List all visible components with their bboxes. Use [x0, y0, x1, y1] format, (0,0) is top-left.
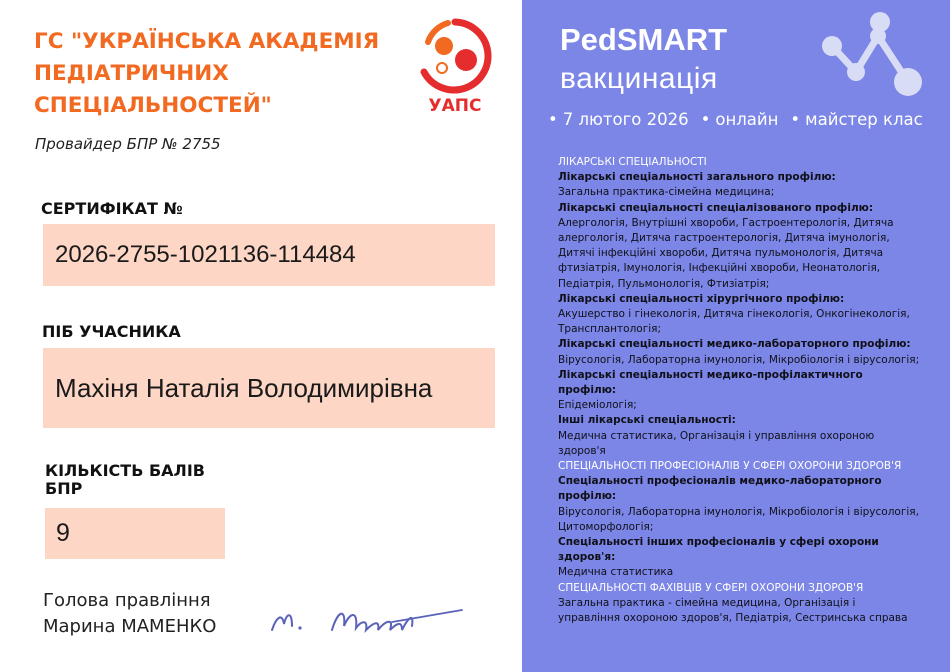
specialty-text: Загальна практика-сімейна медицина; — [558, 186, 775, 199]
participant-name-label: ПІБ УЧАСНИКА — [42, 322, 181, 341]
specialty-section-heading: СПЕЦІАЛЬНОСТІ ПРОФЕСІОНАЛІВ У СФЕРІ ОХОРОНИ ЗДОРОВ'Я — [558, 460, 902, 473]
specialty-section-heading: СПЕЦІАЛЬНОСТІ ФАХІВЦІВ У СФЕРІ ОХОРОНИ ЗДОРОВ'Я — [558, 581, 864, 594]
specialty-text: Епідеміологія; — [558, 399, 637, 412]
event-date: • 7 лютого 2026 — [548, 110, 689, 129]
specialty-group-heading: Інші лікарські спеціальності: — [558, 414, 736, 427]
signer-block — [43, 588, 216, 640]
specialty-section-heading: ЛІКАРСЬКІ СПЕЦІАЛЬНОСТІ — [558, 156, 707, 168]
event-brand: PedSMART — [560, 22, 728, 57]
specialty-text: Медична статистика, Організація і управління охороною здоров'я — [558, 429, 875, 457]
specialty-group-heading: Лікарські спеціальності медико-профілактичного профілю: — [558, 368, 863, 397]
specialty-text: Загальна практика - сімейна медицина, Організація і управління охороною здоров'я, Педіатрія, Сестринська справа — [558, 596, 908, 625]
specialty-text: Медична статистика — [558, 566, 674, 579]
specialty-group-heading: Лікарські спеціальності медико-лабораторного профілю: — [558, 338, 911, 351]
bullet-icon: • — [790, 110, 801, 129]
logo-emblem-icon — [414, 16, 496, 96]
specialty-text: Вірусологія, Лабораторна імунологія, Мікробіологія і вірусологія; — [558, 353, 920, 366]
molecule-icon — [812, 10, 922, 110]
handwritten-signature — [262, 590, 472, 646]
signer-name: Марина МАМЕНКО — [43, 616, 217, 637]
specialty-text: Акушерство і гінекологія, Дитяча гінекологія, Онкогінекологія, Трансплантологія; — [558, 308, 910, 336]
points-value: 9 — [45, 508, 225, 559]
specialty-group-heading: Лікарські спеціальності загального профілю: — [558, 171, 836, 184]
uaps-logo — [414, 16, 496, 118]
certificate-number-value: 2026-2755-1021136-114484 — [43, 224, 495, 286]
bullet-icon: • — [548, 110, 558, 129]
specialties-list — [558, 155, 920, 626]
specialty-text: Вірусологія, Лабораторна імунологія, Мікробіологія і вірусологія, Цитоморфологія; — [558, 505, 919, 533]
event-subtitle: вакцинація — [560, 62, 718, 95]
signer-position: Голова правління — [43, 590, 211, 611]
specialty-group-heading: Лікарські спеціальності спеціалізованого профілю: — [558, 201, 874, 214]
specialty-text: Алергологія, Внутрішні хвороби, Гастроентерологія, Дитяча алергологія, Дитяча гастроентерологія, Дитяча імунологія, Дитячі інфекційні хвороби, Дитяча пульмонологія, Дитяча фтизіатрія, Імунологія, Інфекційні хвороби, Неонатологія, Педіатрія, Пульмонологія, Фтизіатрія; — [558, 216, 894, 290]
participant-name-value: Махіня Наталія Володимирівна — [43, 348, 495, 428]
event-format: • онлайн — [700, 110, 779, 129]
organization-title: ГС "УКРАЇНСЬКА АКАДЕМІЯ ПЕДІАТРИЧНИХ СПЕЦІАЛЬНОСТЕЙ" — [34, 29, 380, 118]
event-meta — [548, 110, 923, 129]
specialty-group-heading: Спеціальності інших професіоналів у сфері охорони здоров'я: — [558, 536, 879, 564]
specialty-group-heading: Лікарські спеціальності хірургічного профілю: — [558, 292, 845, 305]
certificate-number-label: СЕРТИФІКАТ № — [41, 199, 183, 218]
points-label: КІЛЬКІСТЬ БАЛІВ БПР — [45, 461, 205, 498]
specialty-group-heading: Спеціальності професіоналів медико-лабораторного профілю: — [558, 475, 882, 503]
event-type: • майстер клас — [790, 110, 923, 129]
provider-number: Провайдер БПР № 2755 — [35, 135, 221, 153]
bullet-icon: • — [700, 110, 711, 129]
logo-text: УАПС — [428, 96, 482, 116]
